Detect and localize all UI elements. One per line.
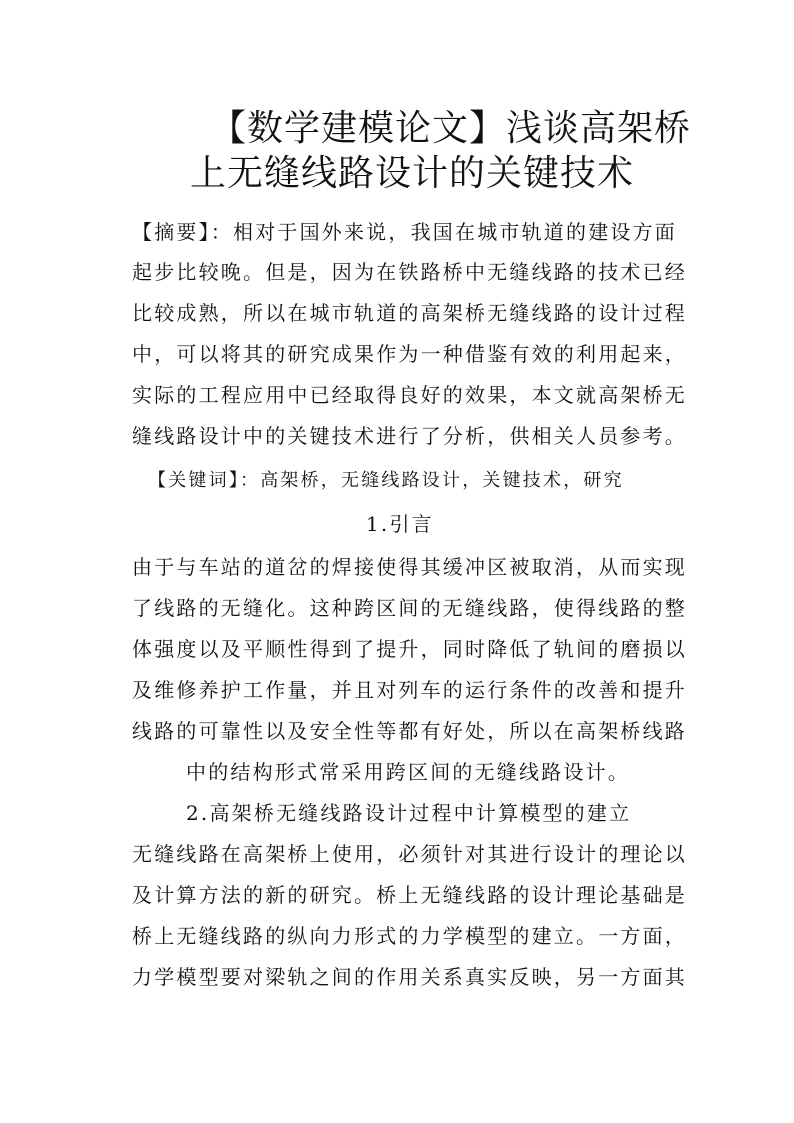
section-2-heading: 2.高架桥无缝线路设计过程中计算模型的建立 xyxy=(186,801,632,825)
section-1-line: 由于与车站的道岔的焊接使得其缓冲区被取消，从而实现 xyxy=(132,555,687,579)
section-1-line: 及维修养护工作量，并且对列车的运行条件的改善和提升 xyxy=(132,678,687,702)
title-line-1: 【数学建模论文】浅谈高架桥 xyxy=(210,108,692,149)
section-2-line: 无缝线路在高架桥上使用，必须针对其进行设计的理论以 xyxy=(132,842,687,866)
section-1-line: 中的结构形式常采用跨区间的无缝线路设计。 xyxy=(186,760,630,784)
section-1-line: 线路的可靠性以及安全性等都有好处，所以在高架桥线路 xyxy=(132,719,687,743)
section-1-line: 了线路的无缝化。这种跨区间的无缝线路，使得线路的整 xyxy=(132,596,687,620)
abstract-line: 【摘要】：相对于国外来说，我国在城市轨道的建设方面 xyxy=(132,220,677,244)
abstract-line: 中，可以将其的研究成果作为一种借鉴有效的利用起来， xyxy=(132,342,687,366)
section-1-line: 体强度以及平顺性得到了提升，同时降低了轨间的磨损以 xyxy=(132,637,687,661)
section-1-heading: 1.引言 xyxy=(366,512,434,536)
section-2-line: 力学模型要对梁轨之间的作用关系真实反映，另一方面其 xyxy=(132,965,687,989)
section-2-line: 桥上无缝线路的纵向力形式的力学模型的建立。一方面， xyxy=(132,924,687,948)
title-line-2: 上无缝线路设计的关键技术 xyxy=(190,153,635,194)
abstract-line: 缝线路设计中的关键技术进行了分析，供相关人员参考。 xyxy=(132,424,687,448)
abstract-line: 比较成熟，所以在城市轨道的高架桥无缝线路的设计过程 xyxy=(132,301,687,325)
section-2-line: 及计算方法的新的研究。桥上无缝线路的设计理论基础是 xyxy=(132,883,687,907)
keywords-line: 【关键词】：高架桥，无缝线路设计，关键技术，研究 xyxy=(148,470,624,491)
abstract-line: 起步比较晚。但是，因为在铁路桥中无缝线路的技术已经 xyxy=(132,260,687,284)
abstract-line: 实际的工程应用中已经取得良好的效果，本文就高架桥无 xyxy=(132,383,687,407)
